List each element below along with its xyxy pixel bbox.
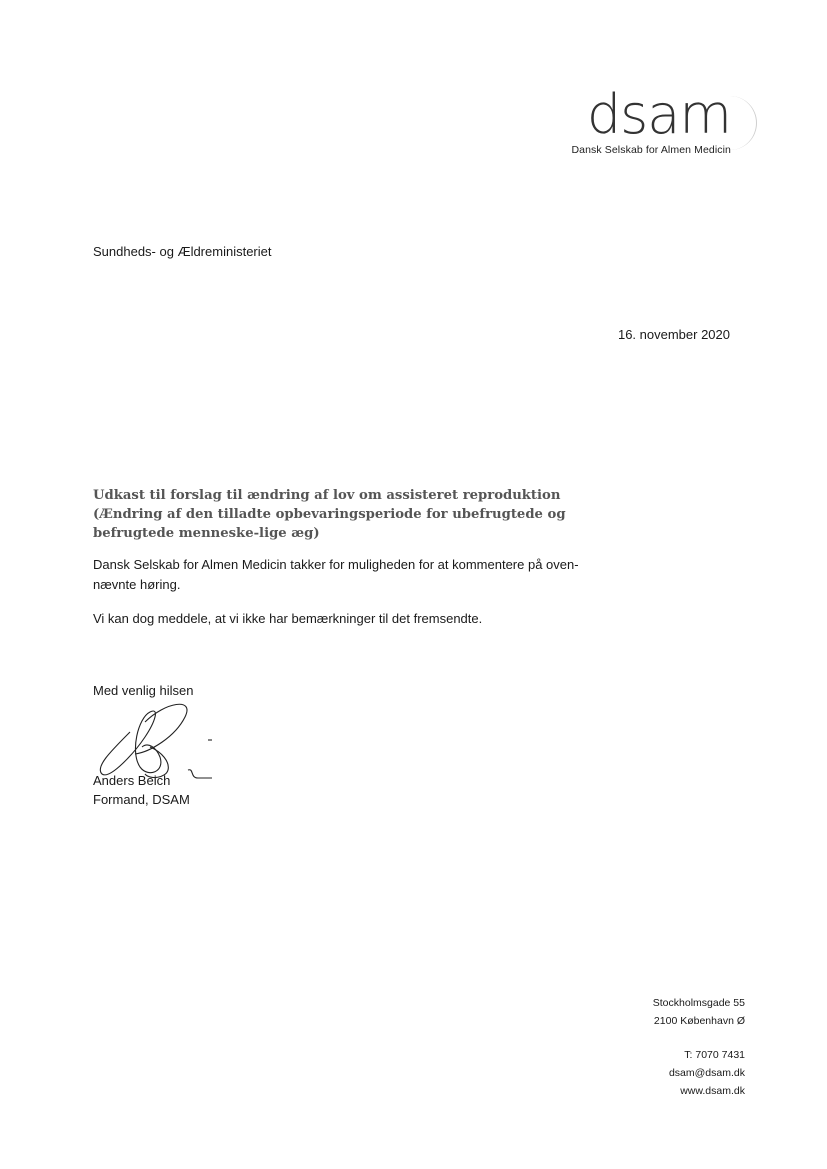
logo-ring-decoration [728, 96, 757, 150]
letter-subject: Udkast til forslag til ændring af lov om assisteret reproduktion (Ændring af den tilladte opbevaringsperiode for ubefrugtede og befrugtede menneske-lige æg) [93, 488, 566, 541]
address-city: 2100 København Ø [653, 1015, 745, 1027]
signer-name: Anders Beich [93, 773, 171, 788]
email-link[interactable]: dsam@dsam.dk [668, 1067, 745, 1079]
website-link[interactable]: www.dsam.dk [680, 1085, 745, 1097]
logo-subtitle: Dansk Selskab for Almen Medicin [571, 144, 731, 156]
dsam-logo [571, 83, 731, 156]
sender-address-block [653, 994, 745, 1100]
body-paragraph: Vi kan dog meddele, at vi ikke har bemærkninger til det fremsendte. [93, 611, 483, 626]
letter-date: 16. november 2020 [617, 327, 730, 342]
logo-wordmark: dsam [586, 83, 731, 146]
signer-title: Formand, DSAM [93, 792, 190, 807]
address-street: Stockholmsgade 55 [652, 997, 745, 1009]
phone-number: T: 7070 7431 [684, 1049, 745, 1061]
closing-salutation: Med venlig hilsen [93, 683, 194, 698]
body-paragraph: Dansk Selskab for Almen Medicin takker for muligheden for at kommentere på oven-nævnte høring. [93, 557, 579, 592]
recipient: Sundheds- og Ældreministeriet [93, 244, 272, 259]
